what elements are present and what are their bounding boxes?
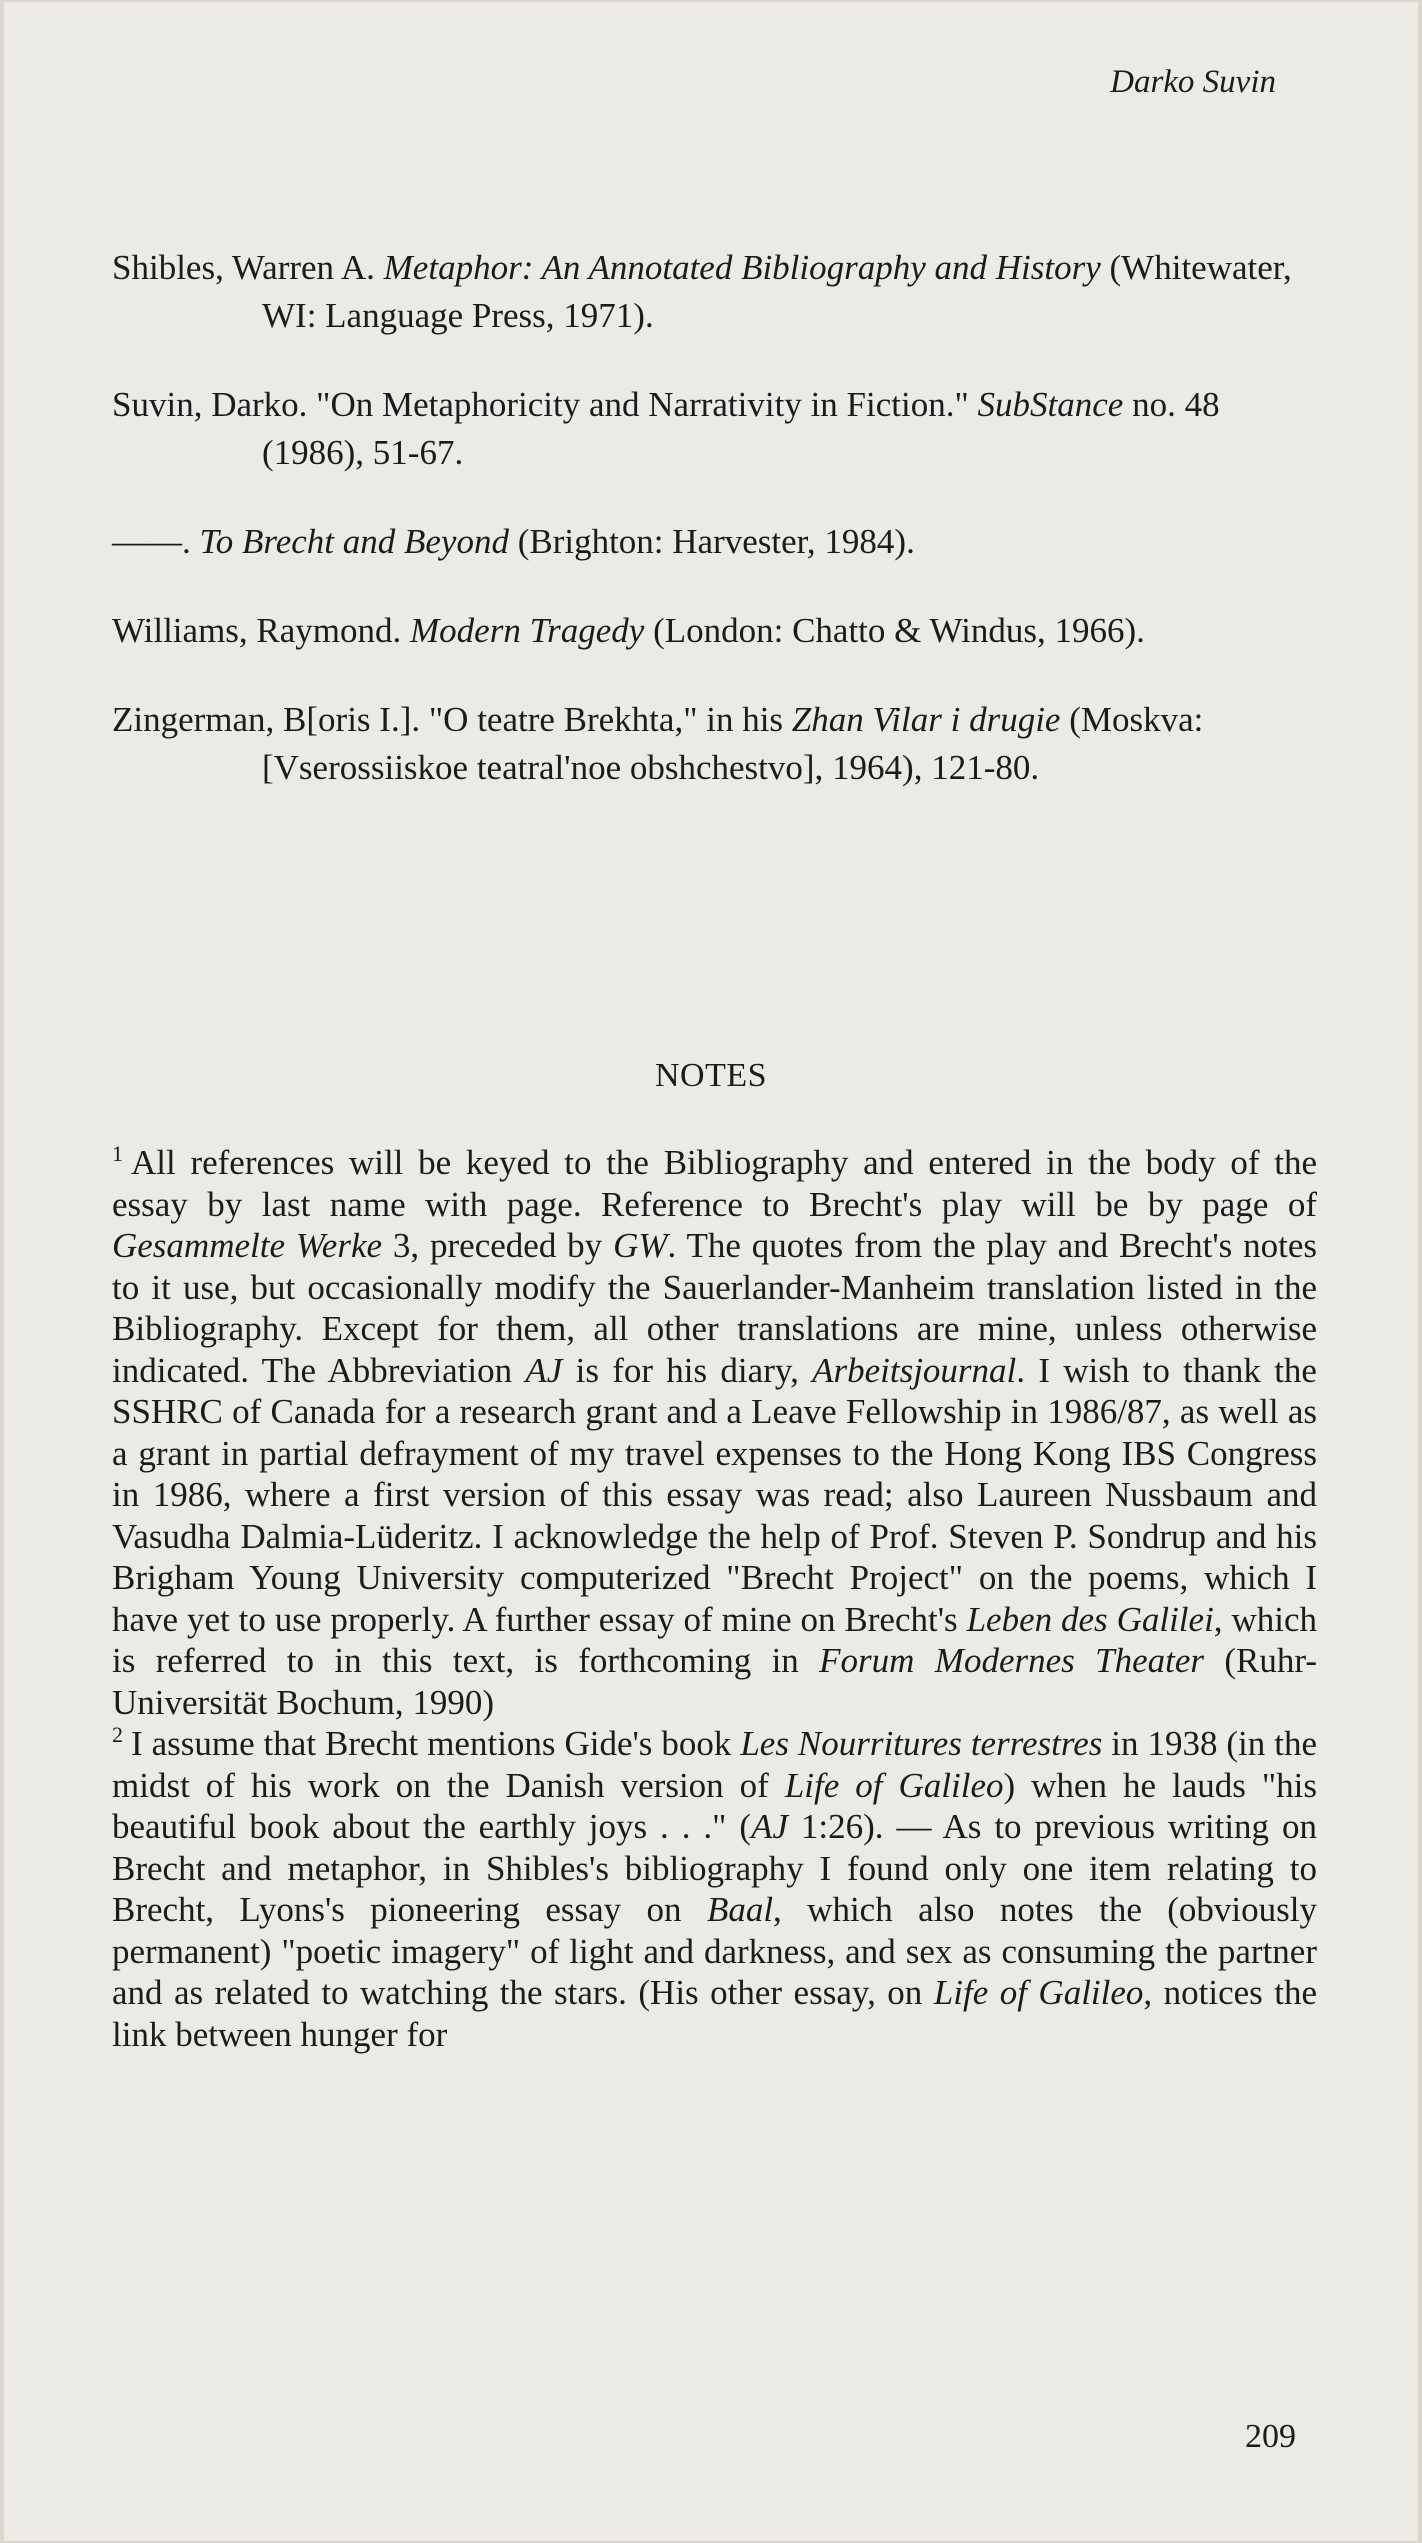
footnote-italic-text: Leben des Galilei — [966, 1599, 1214, 1639]
footnote-italic-text: AJ — [751, 1807, 788, 1846]
bibliography-entry — [112, 696, 1317, 792]
entry-author: Williams, Raymond. — [112, 611, 411, 650]
footnote — [112, 1723, 1317, 2055]
footnote-italic-text: AJ — [525, 1350, 563, 1390]
footnote-italic-text: Les Nourritures terrestres — [740, 1724, 1103, 1763]
footnote-text: . I wish to thank the SSHRC of Canada for a research grant and a Leave Fellowship in 1986/87, as well as a grant in partial defrayment of my travel expenses to the Hong Kong IBS Congress in 1986, where a first version of this essay was read; also Laureen Nussbaum and Vasudha Dalmia-Lüderitz. I acknowledge the help of Prof. Steven P. Sondrup and his Brigham Young University computerized "Brecht Project" on the poems, which I have yet to use properly. A further essay of mine on Brecht's — [112, 1350, 1317, 1639]
footnote-text: . The quotes from the play and Brecht's notes to it use, but occasionally modify the Sauerlander-Manheim translation listed in the Bibliography. Except for them, all other translations are mine, unless otherwise indicated. The Abbreviation — [112, 1226, 1318, 1390]
book-page — [4, 2, 1418, 2541]
bibliography-entry — [112, 607, 1317, 655]
footnote-italic-text: Gesammelte Werke — [112, 1226, 383, 1265]
bibliography-list — [112, 244, 1317, 833]
footnote-italic-text: GW — [613, 1226, 668, 1265]
notes-section — [112, 1142, 1317, 2055]
entry-article: "On Metaphoricity and Narrativity in Fiction." — [316, 385, 978, 424]
footnote-text: is for his diary, — [562, 1350, 813, 1390]
entry-publication: (Brighton: Harvester, 1984). — [508, 522, 915, 561]
footnote-italic-text: Forum Modernes Theater — [819, 1641, 1205, 1680]
entry-publication: (Whitewater, WI: Language Press, 1971). — [262, 248, 1292, 335]
footnote — [112, 1142, 1317, 1723]
entry-article: "O teatre Brekhta," in his — [428, 700, 792, 739]
entry-title: Metaphor: An Annotated Bibliography and History — [383, 248, 1101, 287]
footnote-italic-text: Arbeitsjournal — [812, 1350, 1017, 1390]
entry-title: SubStance — [977, 385, 1124, 424]
footnote-italic-text: Life of Galileo — [933, 1973, 1144, 2012]
footnote-text: ) when he lauds "his beautiful book about the earthly joys . . ." ( — [112, 1765, 1317, 1846]
entry-title: Zhan Vilar i drugie — [791, 700, 1061, 739]
footnote-text: (Ruhr-Universität Bochum, 1990) — [112, 1641, 1318, 1722]
footnote-text: , which is referred to in this text, is forthcoming in — [112, 1599, 1317, 1680]
footnote-italic-text: Life of Galileo — [784, 1765, 1004, 1805]
footnote-text: 1:26). — As to previous writing on Brecht and metaphor, in Shibles's bibliography I found only one item relating to Brecht, Lyons's pioneering essay on — [112, 1807, 1317, 1929]
footnote-text: All references will be keyed to the Bibliography and entered in the body of the essay by last name with page. Reference to Brecht's play will be by page of — [112, 1143, 1317, 1224]
entry-author: Suvin, Darko. — [112, 385, 317, 424]
bibliography-entry — [112, 518, 1317, 566]
running-head: Darko Suvin — [1110, 64, 1276, 100]
footnote-text: in 1938 (in the midst of his work on the Danish version of — [112, 1724, 1317, 1805]
footnote-number: 1 — [112, 1141, 123, 1167]
footnote-text: , which also notes the (obviously permanent) "poetic imagery" of light and darkness, and sex as consuming the partner and as related to watching the stars. (His other essay, on — [112, 1890, 1317, 2012]
page-number: 209 — [1245, 2418, 1296, 2455]
footnote-text: I assume that Brecht mentions Gide's book — [131, 1724, 741, 1763]
entry-title: Modern Tragedy — [410, 611, 645, 650]
bibliography-entry — [112, 381, 1317, 477]
entry-author: Zingerman, B[oris I.]. — [112, 700, 429, 739]
footnote-text: , notices the link between hunger for — [112, 1973, 1318, 2054]
entry-author: ——. — [112, 522, 200, 561]
notes-heading: NOTES — [654, 1057, 768, 1094]
entry-publication: no. 48 (1986), 51-67. — [262, 385, 1220, 472]
footnote-text: 3, preceded by — [382, 1226, 614, 1265]
entry-publication: (London: Chatto & Windus, 1966). — [644, 611, 1145, 650]
entry-publication: (Moskva: [Vserossiiskoe teatral'noe obshchestvo], 1964), 121-80. — [262, 700, 1204, 787]
footnote-italic-text: Baal — [706, 1890, 774, 1929]
entry-author: Shibles, Warren A. — [112, 248, 384, 287]
entry-title: To Brecht and Beyond — [199, 522, 509, 561]
footnote-number: 2 — [112, 1722, 123, 1748]
bibliography-entry — [112, 244, 1317, 340]
